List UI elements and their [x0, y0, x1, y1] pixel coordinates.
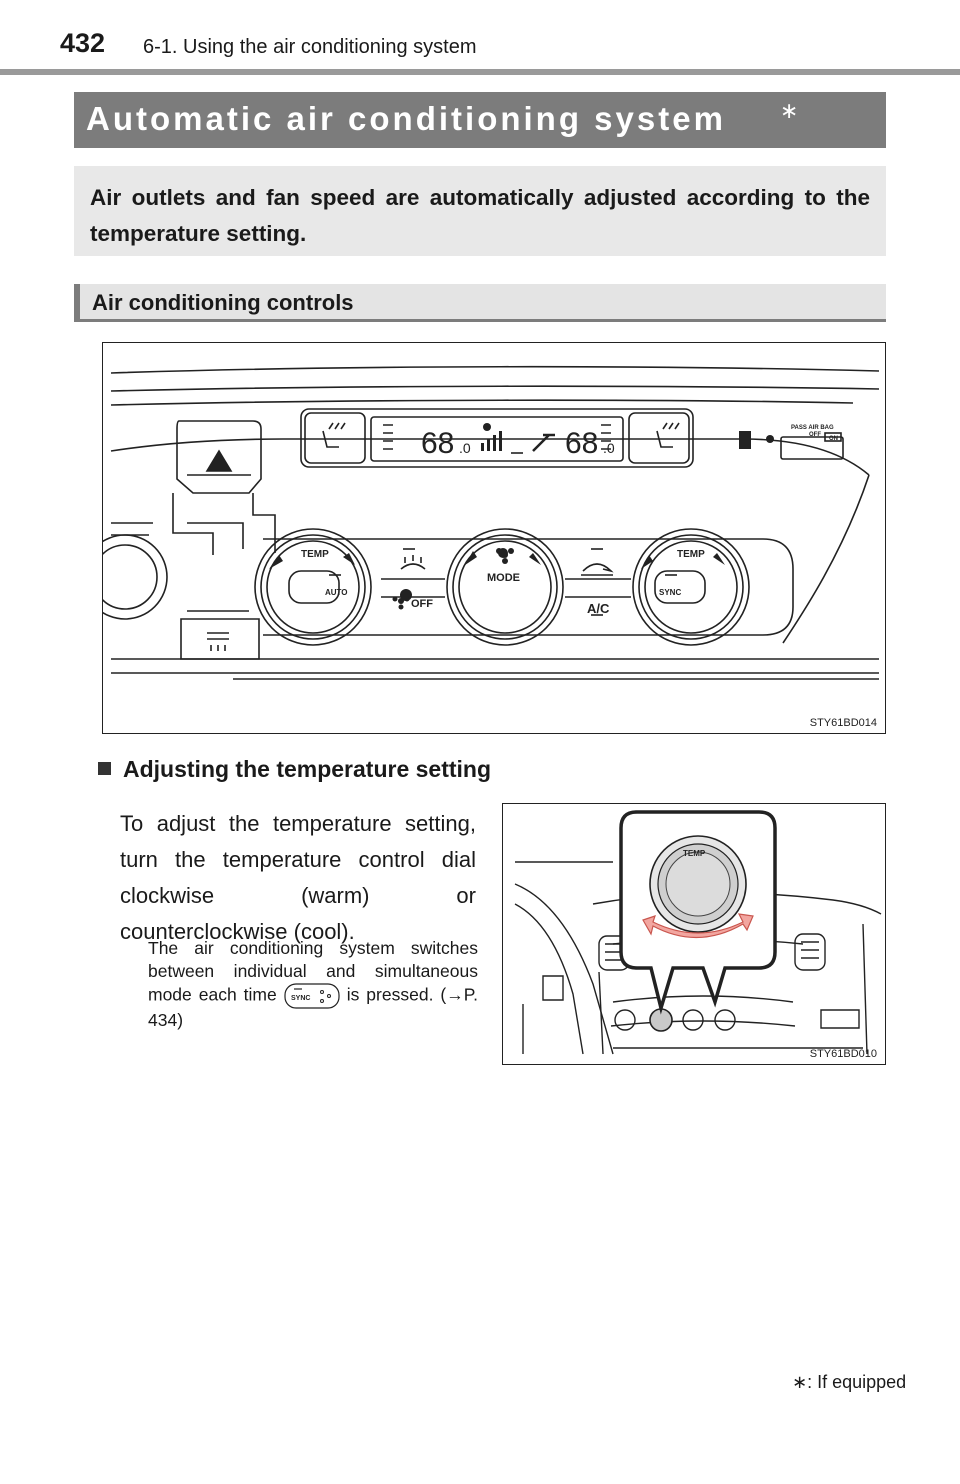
- fan-off-label: OFF: [411, 598, 433, 610]
- airbag-label-1: PASS AIR BAG: [791, 425, 834, 431]
- display-airflow-icon: [533, 435, 555, 451]
- display-left-temp: 68: [421, 427, 455, 460]
- header-rule: [0, 69, 960, 75]
- title-equipped-marker: ∗: [780, 98, 799, 123]
- display-right-decimal: .0: [603, 440, 615, 456]
- page-number: 432: [60, 28, 106, 58]
- section-title: 6-1. Using the air conditioning system: [143, 36, 477, 58]
- sync-button-icon: [284, 983, 340, 1009]
- intro-text: Air outlets and fan speed are automatically adjusted according to the temperature setting.: [90, 185, 870, 246]
- footnote: ∗: If equipped: [792, 1372, 907, 1392]
- control-panel-figure: [102, 342, 886, 734]
- enlarged-dial-temp-label: TEMP: [683, 849, 706, 858]
- rear-defrost-icon: [207, 633, 229, 651]
- control-panel-illustration: [103, 343, 886, 734]
- intro-box: [74, 166, 886, 256]
- figure-2-code: STY61BD010: [809, 1048, 877, 1060]
- controls-heading-text: Air conditioning controls: [92, 290, 354, 315]
- heading-bullet-icon: [98, 762, 111, 775]
- sync-button-label: SYNC: [659, 588, 682, 597]
- ac-button-label: A/C: [587, 601, 610, 616]
- recirculation-icon: [581, 564, 613, 575]
- sync-button-icon-label: SYNC: [290, 995, 311, 1002]
- adjust-note-before: The air conditioning system switches between individual and simultaneous mode each time: [148, 938, 478, 1005]
- temperature-dial-illustration: [503, 804, 886, 1065]
- adjust-note: [148, 937, 478, 1032]
- adjust-heading: [98, 756, 491, 783]
- mode-dial-label: MODE: [487, 572, 520, 584]
- right-dial-temp-label: TEMP: [677, 549, 705, 560]
- left-dial-temp-label: TEMP: [301, 549, 329, 560]
- adjust-heading-text: Adjusting the temperature setting: [123, 756, 492, 782]
- display-fan-bars-icon: [481, 423, 502, 451]
- airbag-label-3: ON: [829, 436, 838, 442]
- display-left-decimal: .0: [459, 440, 471, 456]
- adjust-body: To adjust the temperature setting, turn the temperature control dial clockwise (warm) or counterclockwise (cool).: [120, 811, 476, 944]
- auto-button-label: AUTO: [325, 588, 348, 597]
- front-defrost-icon: [401, 555, 425, 569]
- title-banner: [74, 92, 886, 148]
- fan-off-icon: [393, 597, 410, 610]
- display-right-temp: 68: [565, 427, 599, 460]
- adjust-note-after: is pressed. (→P. 434): [148, 984, 479, 1030]
- figure-1-code: STY61BD014: [809, 717, 877, 729]
- temperature-dial-figure: [502, 803, 886, 1065]
- airbag-label-2: OFF: [809, 432, 821, 438]
- controls-heading: [74, 284, 886, 322]
- page-title: Automatic air conditioning system: [86, 100, 726, 137]
- hazard-icon: [207, 451, 231, 471]
